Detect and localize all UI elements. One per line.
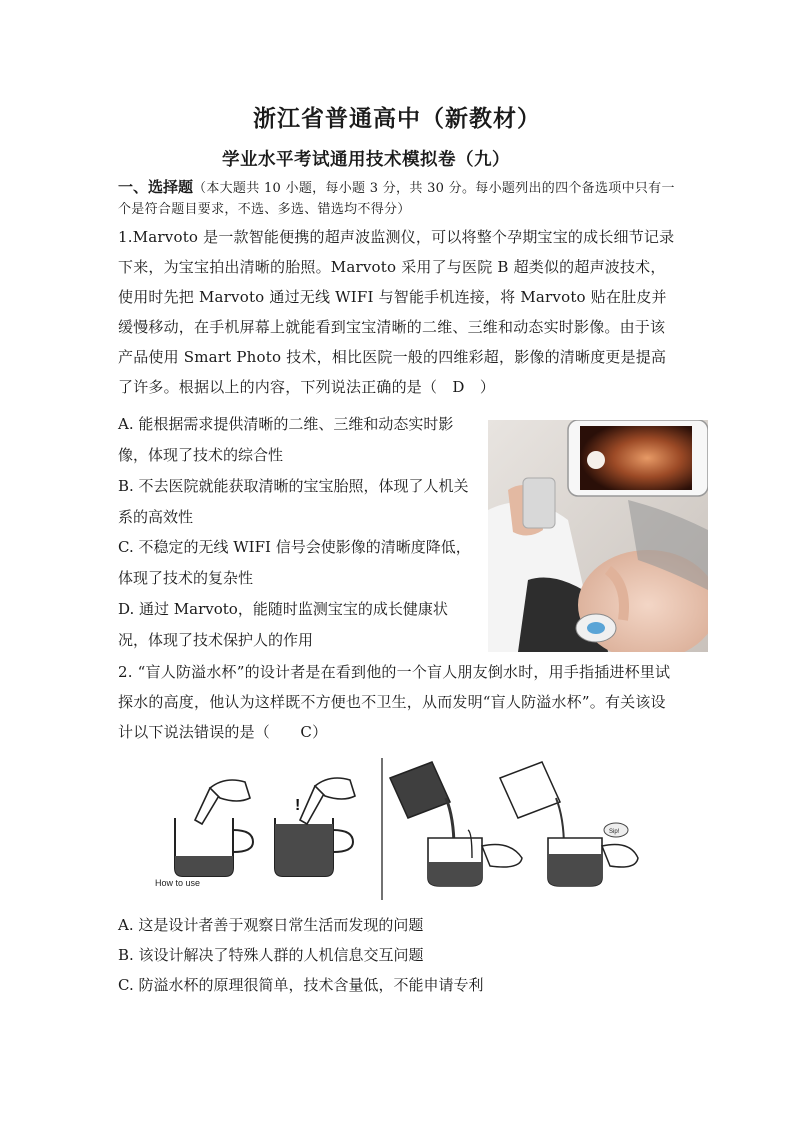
- cup-empty-icon: [175, 780, 253, 876]
- question-2-option-a: A. 这是设计者善于观察日常生活而发现的问题: [118, 916, 424, 934]
- document-title: 浙江省普通高中（新教材）: [253, 105, 541, 132]
- figure-caption: How to use: [155, 878, 201, 888]
- section-header: [118, 177, 678, 220]
- cup-full-icon: [275, 778, 355, 876]
- warning-exclamation: !: [295, 797, 301, 814]
- question-1-stem: 1.Marvoto 是一款智能便携的超声波监测仪，可以将整个孕期宝宝的成长细节记录下来，为宝宝拍出清晰的胎照。Marvoto 采用了与医院 B 超类似的超声波技术，使用时先把 Marvoto 通过无线 WIFI 与智能手机连接，将 Marvoto 贴在肚皮并缓慢移动，在手机屏幕上就能看到宝宝清晰的二维、三维和动态实时影像。由于该产品使用 Smart Photo 技术，相比医院一般的四维彩超，影像的清晰度更是提高了许多。根据以上的内容，下列说法正确的是（ D ）: [118, 228, 675, 396]
- pouring-scene-light-icon: [500, 762, 638, 886]
- question-2-option-c: C. 防溢水杯的原理很简单，技术含量低，不能申请专利: [118, 976, 484, 994]
- question-1-option-c: C. 不稳定的无线 WIFI 信号会使影像的清晰度降低，体现了技术的复杂性: [118, 538, 471, 587]
- question-1-option-a: A. 能根据需求提供清晰的二维、三维和动态实时影像，体现了技术的综合性: [118, 415, 454, 464]
- question-2-option-b: B. 该设计解决了特殊人群的人机信息交互问题: [118, 946, 424, 964]
- section-heading: 一、选择题: [118, 178, 194, 196]
- question-1-option-b: B. 不去医院就能获取清晰的宝宝胎照，体现了人机关系的高效性: [118, 477, 469, 526]
- question-1-option-d: D. 通过 Marvoto，能随时监测宝宝的成长健康状况，体现了技术保护人的作用: [118, 600, 448, 649]
- document-subtitle: 学业水平考试通用技术模拟卷（九）: [222, 150, 510, 170]
- section-note: （本大题共 10 小题，每小题 3 分，共 30 分。每小题列出的四个备选项中只有一个是符合题目要求，不选、多选、错选均不得分）: [118, 181, 675, 217]
- sip-bubble-text: Sip!: [609, 829, 620, 835]
- anti-overflow-cup-illustration: [150, 758, 640, 900]
- question-2-stem: 2. “盲人防溢水杯”的设计者是在看到他的一个盲人朋友倒水时，用手指插进杯里试探水的高度，他认为这样既不方便也不卫生，从而发明“盲人防溢水杯”。有关该设计以下说法错误的是（ C）: [118, 663, 671, 741]
- ultrasound-photo: [488, 420, 708, 652]
